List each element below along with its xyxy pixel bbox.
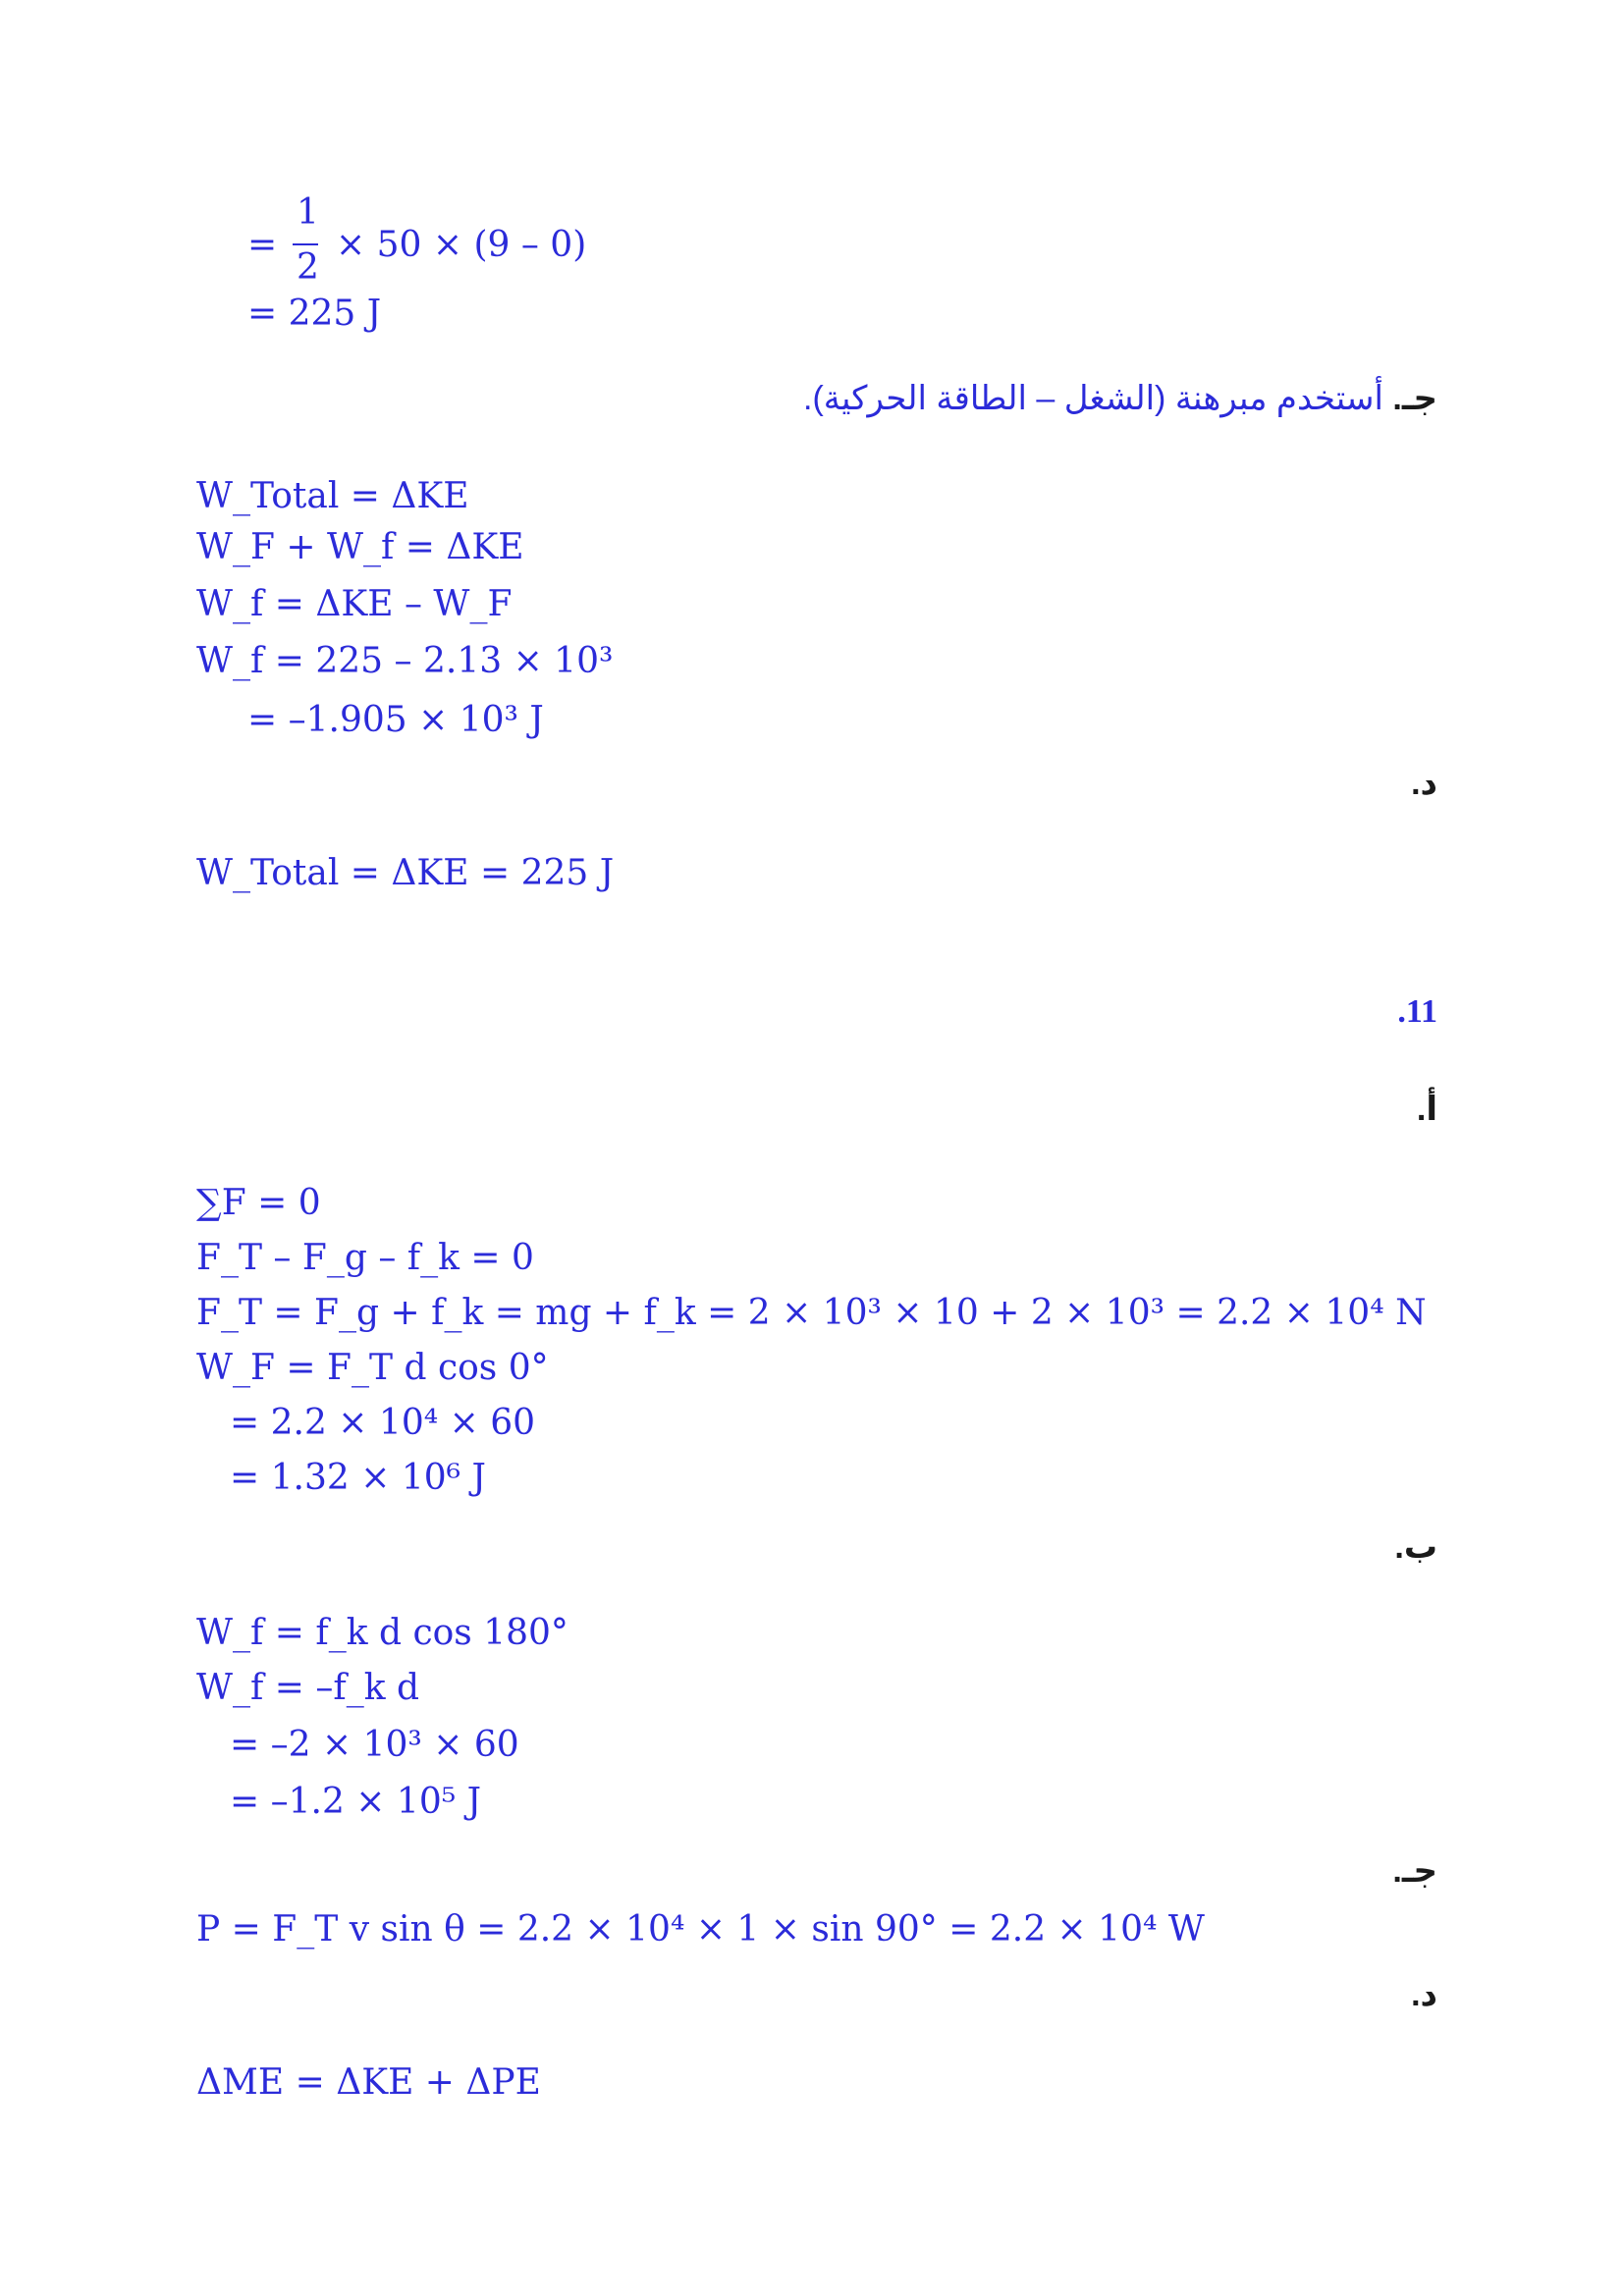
- equation-line: × 50 × (9 – 0): [336, 225, 587, 265]
- part-d-marker: د.: [1411, 765, 1437, 802]
- fraction-numerator: 1: [297, 192, 319, 233]
- part-c-instruction: أستخدم مبرهنة (الشغل – الطاقة الحركية).: [803, 380, 1383, 417]
- fraction-bar: [293, 243, 318, 245]
- part-a-marker: أ.: [1416, 1091, 1437, 1128]
- equation-line: W_Total = ΔKE: [196, 476, 469, 516]
- equation-line: W_f = f_k d cos 180°: [196, 1613, 568, 1653]
- equation-line: = –1.905 × 10³ J: [247, 700, 544, 740]
- part-d2-marker: د.: [1411, 1976, 1437, 2013]
- equation-line: W_f = 225 – 2.13 × 10³: [196, 641, 614, 681]
- equation-line: = –2 × 10³ × 60: [230, 1725, 519, 1765]
- part-c-heading: [803, 379, 1437, 418]
- equation-line: W_f = –f_k d: [196, 1668, 420, 1708]
- equation-line: F_T – F_g – f_k = 0: [196, 1238, 534, 1278]
- equation-line: W_f = ΔKE – W_F: [196, 584, 513, 624]
- equation-line: = –1.2 × 10⁵ J: [230, 1782, 482, 1822]
- fraction-denominator: 2: [297, 247, 319, 288]
- part-c2-marker: جـ.: [1392, 1852, 1437, 1890]
- question-number: .11: [1397, 993, 1437, 1030]
- equation-line: W_F + W_f = ΔKE: [196, 527, 524, 567]
- equation-line: F_T = F_g + f_k = mg + f_k = 2 × 10³ × 10 + 2 × 10³ = 2.2 × 10⁴ N: [196, 1293, 1427, 1333]
- equation-line: P = F_T v sin θ = 2.2 × 10⁴ × 1 × sin 90° = 2.2 × 10⁴ W: [196, 1909, 1205, 1949]
- equation-line: = 2.2 × 10⁴ × 60: [230, 1403, 536, 1443]
- equals-sign: =: [247, 225, 278, 265]
- equation-line: W_F = F_T d cos 0°: [196, 1348, 549, 1388]
- equation-line: ∑F = 0: [196, 1183, 321, 1223]
- equation-line: W_Total = ΔKE = 225 J: [196, 853, 615, 893]
- equation-line: = 225 J: [247, 294, 382, 334]
- part-b-marker: ب.: [1394, 1528, 1437, 1566]
- equation-line: ΔME = ΔKE + ΔPE: [196, 2062, 541, 2103]
- part-c-marker: جـ.: [1392, 380, 1437, 417]
- equation-line: = 1.32 × 10⁶ J: [230, 1458, 486, 1498]
